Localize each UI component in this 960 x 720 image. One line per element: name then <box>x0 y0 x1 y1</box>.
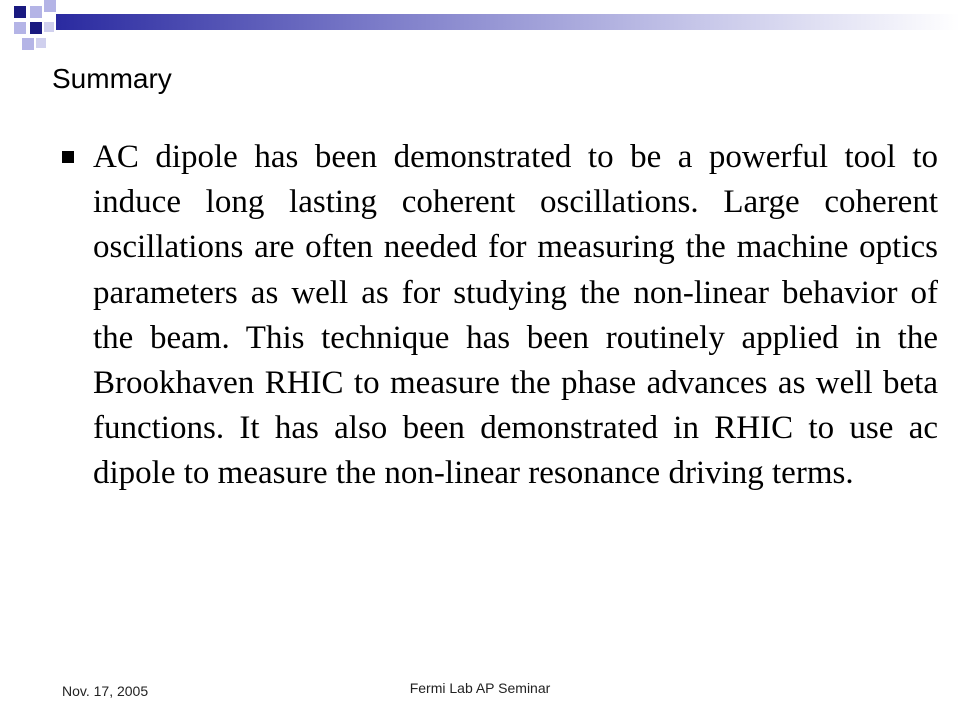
decor-square-pale-2 <box>36 38 46 48</box>
footer-date: Nov. 17, 2005 <box>62 683 149 699</box>
decor-square-navy-2 <box>30 22 42 34</box>
decor-square-lavender-3 <box>44 0 56 12</box>
bullet-text: AC dipole has been demonstrated to be a powerful tool to induce long lasting coherent oscillations. Large coherent oscillations are often needed for measuring the machine optics parameters as well as for studying the non-linear behavior of the beam. This technique has been routinely applied in the Brookhaven RHIC to measure the phase advances as well beta functions. It has also been demonstrated in RHIC to use ac dipole to measure the non-linear resonance driving terms. <box>93 139 938 492</box>
decor-square-pale-1 <box>44 22 54 32</box>
decor-square-lavender-1 <box>14 22 26 34</box>
slide-title: Summary <box>52 63 172 94</box>
footer-title: Fermi Lab AP Seminar <box>409 680 551 696</box>
header-gradient-bar <box>56 14 960 30</box>
bullet-square-icon <box>62 151 74 163</box>
decor-square-lavender-2 <box>30 6 42 18</box>
decor-square-navy-1 <box>14 6 26 18</box>
decor-square-lavender-4 <box>22 38 34 50</box>
